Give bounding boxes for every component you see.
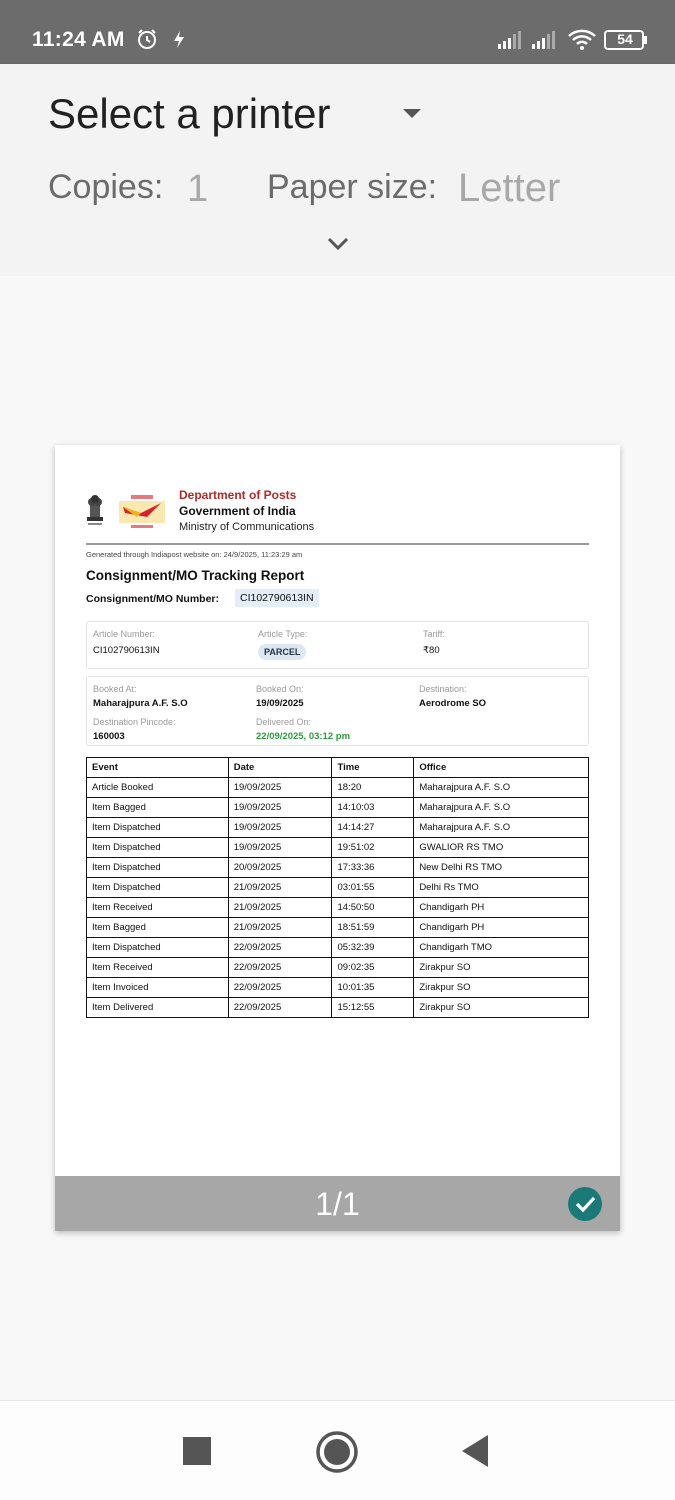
cell-date: 22/09/2025 (228, 938, 332, 958)
recents-button[interactable] (183, 1437, 211, 1465)
print-options-panel (0, 64, 675, 276)
battery-level: 54 (617, 31, 633, 47)
ministry-name: Ministry of Communications (179, 521, 315, 533)
cell-time: 14:50:50 (332, 898, 414, 918)
booked-at: Maharajpura A.F. S.O (93, 698, 188, 709)
cell-office: Maharajpura A.F. S.O (414, 778, 589, 798)
booked-at-label: Booked At: (93, 684, 137, 694)
paper-size-label: Paper size: (267, 168, 438, 206)
table-row (87, 958, 589, 978)
cell-office: Chandigarh PH (414, 898, 589, 918)
cell-time: 15:12:55 (332, 998, 414, 1018)
cell-date: 19/09/2025 (228, 778, 332, 798)
article-info-box (86, 621, 589, 669)
cell-office: Zirakpur SO (414, 958, 589, 978)
cell-office: Chandigarh TMO (414, 938, 589, 958)
cell-event: Item Delivered (87, 998, 229, 1018)
cell-time: 03:01:55 (332, 878, 414, 898)
cell-office: Maharajpura A.F. S.O (414, 798, 589, 818)
cell-date: 19/09/2025 (228, 798, 332, 818)
alarm-icon (136, 28, 158, 55)
dropdown-caret-icon[interactable] (403, 109, 421, 118)
report-title: Consignment/MO Tracking Report (86, 568, 305, 583)
national-emblem-icon (85, 493, 105, 532)
cell-office: Delhi Rs TMO (414, 878, 589, 898)
cell-date: 20/09/2025 (228, 858, 332, 878)
cell-time: 05:32:39 (332, 938, 414, 958)
destination: Aerodrome SO (419, 698, 487, 709)
printer-selector[interactable]: Select a printer (48, 90, 331, 137)
table-row (87, 978, 589, 998)
paper-size-value[interactable]: Letter (458, 166, 561, 210)
cell-date: 21/09/2025 (228, 918, 332, 938)
cell-date: 19/09/2025 (228, 838, 332, 858)
tariff-value: ₹80 (423, 645, 440, 656)
cell-time: 19:51:02 (332, 838, 414, 858)
cell-event: Item Bagged (87, 918, 229, 938)
cell-date: 19/09/2025 (228, 818, 332, 838)
booked-on-label: Booked On: (256, 684, 304, 694)
cell-office: New Delhi RS TMO (414, 858, 589, 878)
cell-time: 09:02:35 (332, 958, 414, 978)
table-row (87, 818, 589, 838)
table-row (87, 918, 589, 938)
signal-icon-2 (531, 30, 557, 55)
navigation-bar (0, 1400, 675, 1500)
home-button[interactable] (315, 1430, 359, 1479)
column-header-time: Time (332, 758, 414, 778)
cell-office: Zirakpur SO (414, 998, 589, 1018)
cell-date: 22/09/2025 (228, 998, 332, 1018)
cell-event: Article Booked (87, 778, 229, 798)
signal-icon (497, 30, 523, 55)
cell-office: Zirakpur SO (414, 978, 589, 998)
column-header-office: Office (414, 758, 589, 778)
column-header-event: Event (87, 758, 229, 778)
destination-label: Destination: (419, 684, 467, 694)
table-row (87, 778, 589, 798)
table-row (87, 838, 589, 858)
preview-page[interactable] (55, 445, 620, 1231)
cell-event: Item Dispatched (87, 858, 229, 878)
gov-name: Government of India (179, 504, 296, 518)
table-row (87, 798, 589, 818)
delivered-on-label: Delivered On: (256, 717, 312, 727)
tracking-events-table (86, 757, 589, 1018)
status-bar (0, 0, 675, 64)
pincode-label: Destination Pincode: (93, 717, 176, 727)
cell-date: 22/09/2025 (228, 978, 332, 998)
cell-event: Item Dispatched (87, 838, 229, 858)
booking-info-box (86, 676, 589, 746)
copies-value[interactable]: 1 (187, 168, 209, 210)
table-row (87, 878, 589, 898)
status-time: 11:24 AM (32, 28, 125, 51)
booked-on: 19/09/2025 (256, 698, 304, 709)
cell-time: 10:01:35 (332, 978, 414, 998)
article-number: CI102790613IN (93, 645, 160, 656)
chevron-down-icon[interactable] (325, 234, 351, 257)
table-row (87, 938, 589, 958)
cell-event: Item Bagged (87, 798, 229, 818)
table-row (87, 858, 589, 878)
copies-label: Copies: (48, 168, 164, 206)
article-type-label: Article Type: (258, 629, 308, 639)
cell-event: Item Dispatched (87, 938, 229, 958)
cell-time: 18:51:59 (332, 918, 414, 938)
cell-time: 14:14:27 (332, 818, 414, 838)
delivered-on: 22/09/2025, 03:12 pm (256, 731, 351, 742)
divider (86, 543, 589, 545)
cell-event: Item Received (87, 898, 229, 918)
cell-date: 21/09/2025 (228, 878, 332, 898)
consignment-label: Consignment/MO Number: (86, 593, 219, 605)
cell-event: Item Received (87, 958, 229, 978)
cell-event: Item Dispatched (87, 818, 229, 838)
cell-office: Chandigarh PH (414, 918, 589, 938)
article-number-label: Article Number: (93, 629, 156, 639)
flash-icon (170, 28, 186, 55)
cell-date: 22/09/2025 (228, 958, 332, 978)
table-row (87, 898, 589, 918)
page-counter: 1/1 (315, 1186, 360, 1222)
consignment-number: CI102790613IN (235, 589, 319, 607)
cell-time: 17:33:36 (332, 858, 414, 878)
page-footer (55, 1176, 620, 1231)
cell-office: Maharajpura A.F. S.O (414, 818, 589, 838)
wifi-icon (567, 28, 597, 55)
tariff-label: Tariff: (423, 629, 445, 639)
cell-date: 21/09/2025 (228, 898, 332, 918)
column-header-date: Date (228, 758, 332, 778)
back-button[interactable] (460, 1433, 490, 1474)
cell-time: 14:10:03 (332, 798, 414, 818)
dept-name: Department of Posts (179, 488, 297, 502)
cell-office: GWALIOR RS TMO (414, 838, 589, 858)
cell-event: Item Dispatched (87, 878, 229, 898)
article-type-badge: PARCEL (258, 644, 306, 660)
cell-time: 18:20 (332, 778, 414, 798)
table-row (87, 998, 589, 1018)
cell-event: Item Invoiced (87, 978, 229, 998)
generated-text: Generated through Indiapost website on: 24/9/2025, 11:23:29 am (86, 550, 303, 559)
check-circle-icon[interactable] (567, 1186, 603, 1227)
pincode: 160003 (93, 731, 125, 742)
table-header-row (87, 758, 589, 778)
india-post-logo-icon (119, 495, 165, 534)
